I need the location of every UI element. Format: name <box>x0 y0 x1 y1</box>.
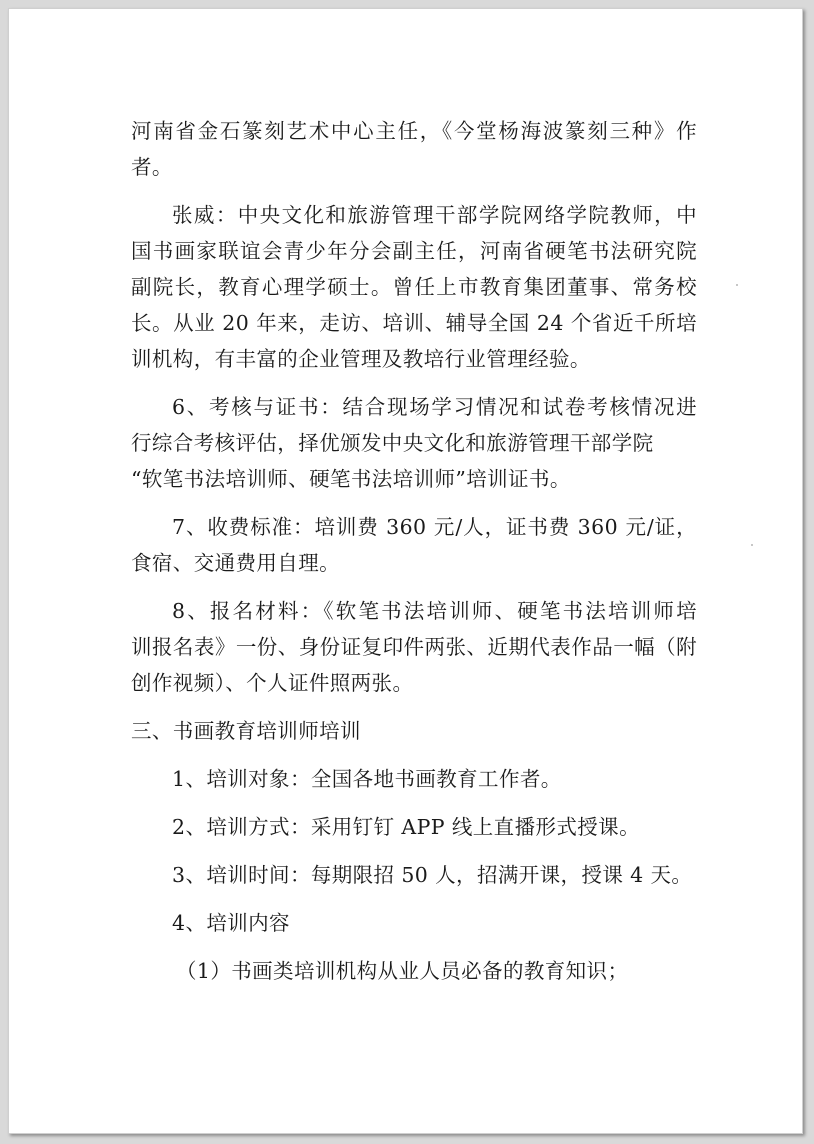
scan-speck <box>751 544 753 546</box>
text-line: 3、培训时间：每期限招 50 人，招满开课，授课 4 天。 <box>172 863 693 887</box>
text-line: 4、培训内容 <box>172 911 290 935</box>
text-line: 7、收费标准：培训费 360 元/人，证书费 360 元/证， <box>172 515 697 539</box>
paragraph-training-method <box>131 809 697 845</box>
text-line: 食宿、交通费用自理。 <box>131 551 340 575</box>
text-line: 张威：中央文化和旅游管理干部学院网络学院教师，中 <box>172 203 697 227</box>
paragraph-item-8-materials <box>131 593 697 701</box>
scan-speck <box>736 284 738 286</box>
text-line: 8、报名材料：《软笔书法培训师、硬笔书法培训师培 <box>172 599 697 623</box>
text-line: 6、考核与证书：结合现场学习情况和试卷考核情况进 <box>172 395 697 419</box>
paragraph-training-time <box>131 857 697 893</box>
text-line: 河南省金石篆刻艺术中心主任，《今堂杨海波篆刻三种》作 <box>131 119 697 143</box>
text-line: 训报名表》一份、身份证复印件两张、近期代表作品一幅（附 <box>131 635 697 659</box>
text-line: 行综合考核评估，择优颁发中央文化和旅游管理干部学院 <box>131 431 654 455</box>
text-line: 训机构，有丰富的企业管理及教培行业管理经验。 <box>131 347 591 371</box>
text-line: （1）书画类培训机构从业人员必备的教育知识； <box>176 959 629 983</box>
paragraph-training-content-item-1 <box>131 953 697 989</box>
paragraph-item-7-fees <box>131 509 697 581</box>
paragraph-training-target <box>131 761 697 797</box>
document-page <box>8 8 803 1134</box>
text-line: 创作视频）、个人证件照两张。 <box>131 671 414 695</box>
text-line: 副院长，教育心理学硕士。曾任上市教育集团董事、常务校 <box>131 275 697 299</box>
document-body <box>131 113 697 989</box>
paragraph-zhang-wei <box>131 197 697 377</box>
paragraph-training-content <box>131 905 697 941</box>
paragraph-intro-continued <box>131 113 697 185</box>
text-line: 者。 <box>131 155 173 179</box>
text-line: 1、培训对象：全国各地书画教育工作者。 <box>172 767 562 791</box>
paragraph-item-6-certificate <box>131 389 697 497</box>
section-heading: 三、书画教育培训师培训 <box>131 719 361 743</box>
text-line: 长。从业 20 年来，走访、培训、辅导全国 24 个省近千所培 <box>131 311 697 335</box>
text-line: 2、培训方式：采用钉钉 APP 线上直播形式授课。 <box>172 815 640 839</box>
text-line: 国书画家联谊会青少年分会副主任，河南省硬笔书法研究院 <box>131 239 697 263</box>
section-heading-3 <box>131 713 697 749</box>
text-line: “软笔书法培训师、硬笔书法培训师”培训证书。 <box>131 467 571 491</box>
